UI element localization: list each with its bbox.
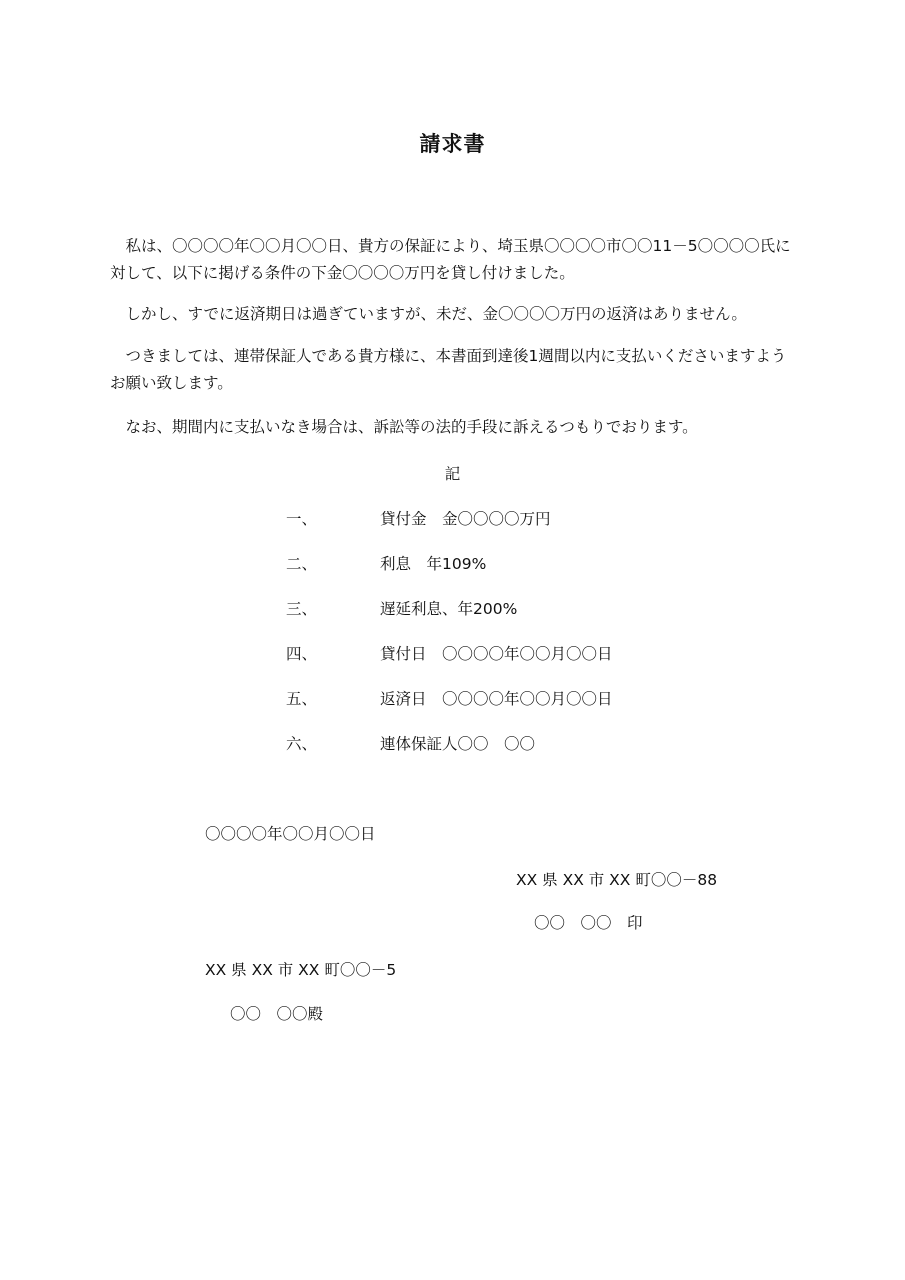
paragraph-legal-warning: なお、期間内に支払いなき場合は、訴訟等の法的手段に訴えるつもりでおります。 <box>125 418 698 436</box>
paragraph-loan-statement: 私は、〇〇〇〇年〇〇月〇〇日、貴方の保証により、埼玉県〇〇〇〇市〇〇11－5〇〇〇〇氏に対して、以下に掲げる条件の下金〇〇〇〇万円を貸し付けました。 <box>110 237 791 282</box>
document-title: 請求書 <box>419 132 486 156</box>
item-text: 貸付金 金〇〇〇〇万円 <box>380 510 551 528</box>
recipient-name: 〇〇 〇〇殿 <box>230 1005 324 1023</box>
list-item <box>286 731 786 776</box>
list-item <box>286 506 786 551</box>
list-item <box>286 596 786 641</box>
paragraph-payment-request: つきましては、連帯保証人である貴方様に、本書面到達後1週間以内に支払いくださいますようお願い致します。 <box>110 347 787 392</box>
item-text: 利息 年109% <box>380 555 487 573</box>
item-number: 五、 <box>286 690 318 708</box>
item-text: 貸付日 〇〇〇〇年〇〇月〇〇日 <box>380 645 613 663</box>
item-number: 二、 <box>286 555 318 573</box>
ki-heading: 記 <box>444 465 461 483</box>
terms-list <box>286 506 786 776</box>
item-text: 返済日 〇〇〇〇年〇〇月〇〇日 <box>380 690 613 708</box>
item-number: 三、 <box>286 600 318 618</box>
document-date: 〇〇〇〇年〇〇月〇〇日 <box>205 825 376 843</box>
sender-name: 〇〇 〇〇 印 <box>534 914 643 932</box>
paragraph-overdue-notice: しかし、すでに返済期日は過ぎていますが、未だ、金〇〇〇〇万円の返済はありません。 <box>125 305 747 323</box>
list-item <box>286 551 786 596</box>
item-number: 六、 <box>286 735 318 753</box>
list-item <box>286 686 786 731</box>
sender-address: XX 県 XX 市 XX 町〇〇－88 <box>516 871 718 889</box>
item-text: 遅延利息、年200% <box>380 600 518 618</box>
item-number: 一、 <box>286 510 318 528</box>
item-number: 四、 <box>286 645 318 663</box>
list-item <box>286 641 786 686</box>
item-text: 連体保証人〇〇 〇〇 <box>380 735 536 753</box>
recipient-address: XX 県 XX 市 XX 町〇〇－5 <box>205 961 397 979</box>
